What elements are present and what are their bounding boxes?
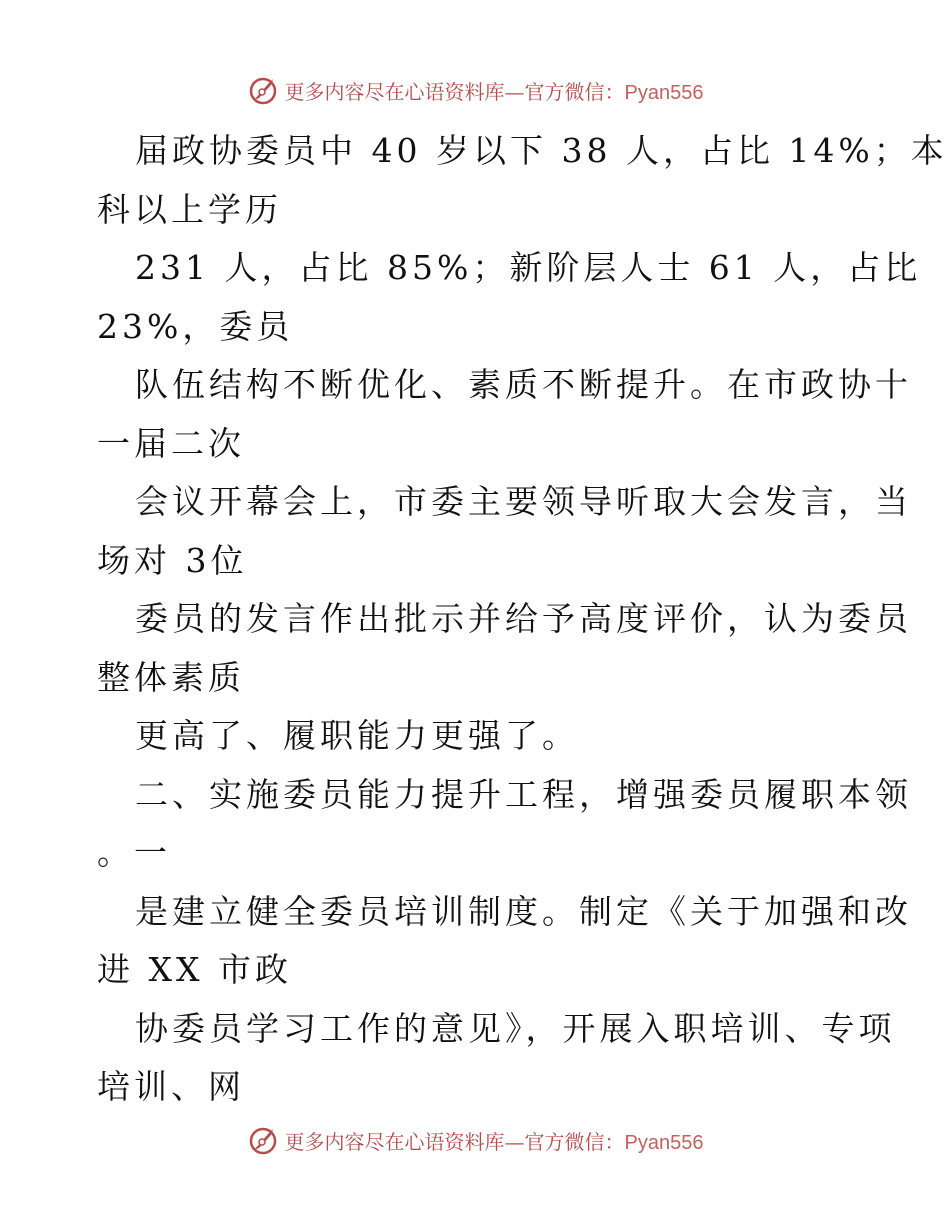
footer-watermark [0, 1122, 950, 1158]
text-line: 整体素质 [97, 657, 245, 697]
watermark-wechat-id: Pyan556 [624, 81, 704, 104]
text-line: 二、实施委员能力提升工程，增强委员履职本领 [135, 774, 912, 814]
text-line: 届政协委员中 40 岁以下 38 人，占比 14%；本 [135, 131, 948, 170]
watermark-text [285, 1126, 704, 1155]
text-line: 场对 3位 [97, 540, 248, 580]
text-line: 。一 [97, 833, 171, 872]
watermark-separator: — [504, 79, 525, 104]
watermark-brand: 更多内容尽在心语资料库 [284, 1129, 505, 1154]
watermark-wechat-id: Pyan556 [624, 1131, 704, 1154]
watermark-wechat-label: 官方微信： [524, 1129, 625, 1154]
watermark-separator: — [504, 1129, 525, 1154]
quill-pen-circle-icon [247, 1124, 279, 1156]
watermark-text [285, 76, 704, 105]
watermark-brand: 更多内容尽在心语资料库 [284, 79, 505, 104]
watermark-wechat-label: 官方微信： [524, 79, 625, 104]
text-line: 进 XX 市政 [97, 950, 292, 989]
document-body [97, 122, 948, 1117]
text-line: 是建立健全委员培训制度。制定《关于加强和改 [135, 891, 912, 931]
text-line: 231 人，占比 85%；新阶层人士 61 人，占比 [135, 248, 922, 287]
text-line: 23%，委员 [97, 306, 294, 346]
text-line: 委员的发言作出批示并给予高度评价，认为委员 [135, 599, 912, 638]
quill-pen-circle-icon [247, 74, 279, 106]
text-line: 会议开幕会上，市委主要领导听取大会发言，当 [135, 482, 912, 521]
text-line: 更高了、履职能力更强了。 [135, 716, 579, 755]
text-line: 队伍结构不断优化、素质不断提升。在市政协十 [135, 365, 912, 404]
text-line: 协委员学习工作的意见》，开展入职培训、专项 [135, 1008, 896, 1048]
text-line: 一届二次 [97, 423, 245, 463]
text-line: 科以上学历 [97, 189, 282, 229]
text-line: 培训、网 [97, 1067, 245, 1106]
header-watermark [0, 72, 950, 108]
